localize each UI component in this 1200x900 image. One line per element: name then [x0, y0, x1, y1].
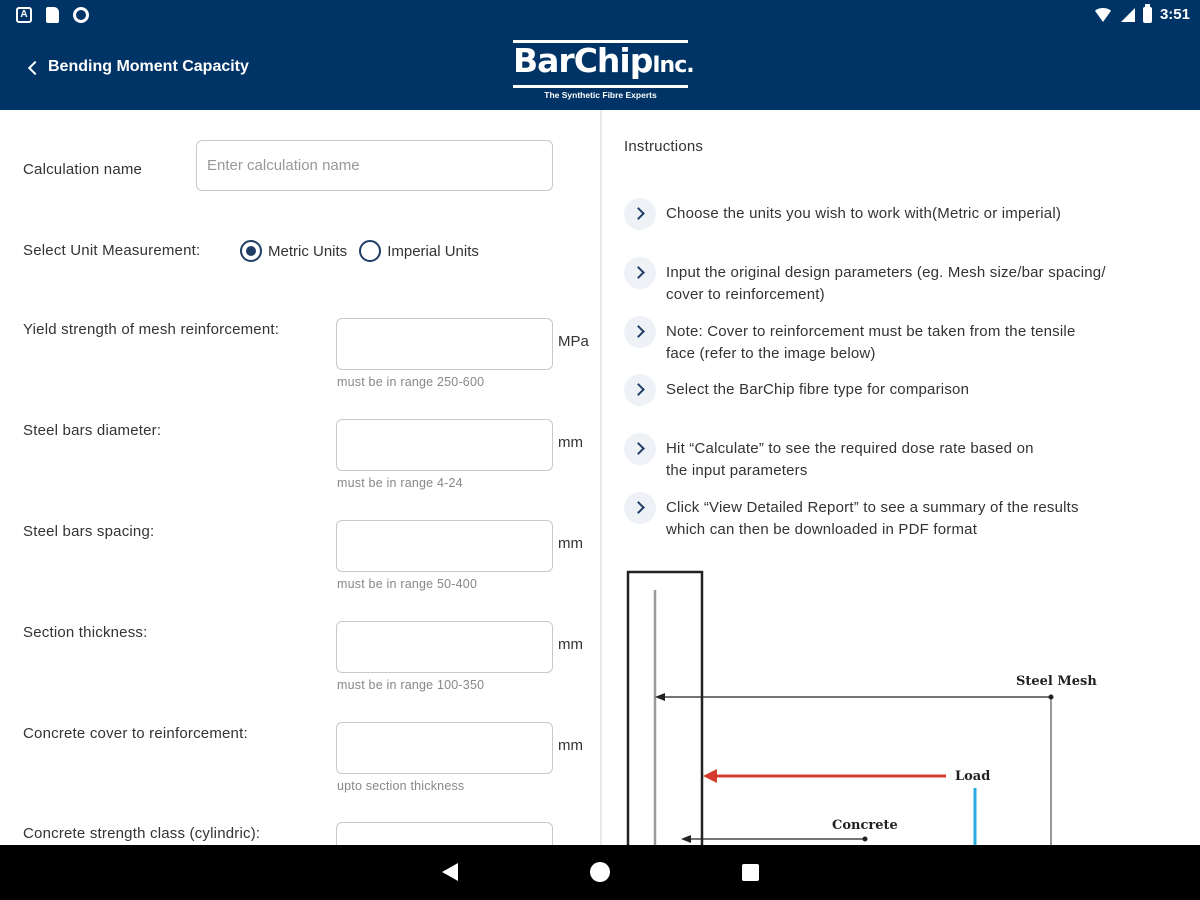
instruction-text: cover to reinforcement): [666, 286, 825, 303]
steel-mesh-arrowhead: [655, 693, 665, 701]
panel-divider: [600, 110, 602, 845]
bar-diameter-hint: must be in range 4-24: [337, 476, 463, 490]
concrete-cover-input[interactable]: [336, 722, 553, 774]
chevron-right-icon: [624, 374, 656, 406]
back-button[interactable]: [30, 58, 249, 76]
status-bar: [0, 0, 1200, 32]
yield-strength-label: Yield strength of mesh reinforcement:: [23, 321, 280, 338]
bar-diameter-input[interactable]: [336, 419, 553, 471]
instruction-text: the input parameters: [666, 462, 808, 479]
screen-title: Bending Moment Capacity: [48, 58, 249, 75]
sd-card-icon: [46, 7, 59, 23]
section-diagram: [603, 560, 1200, 845]
section-outline: [628, 572, 702, 845]
bar-diameter-label: Steel bars diameter:: [23, 422, 162, 439]
metric-units-label[interactable]: Metric Units: [268, 242, 348, 260]
bar-diameter-unit: mm: [558, 434, 583, 451]
concrete-cover-hint: upto section thickness: [337, 779, 465, 793]
instruction-text: which can then be downloaded in PDF format: [666, 521, 978, 538]
bar-spacing-label: Steel bars spacing:: [23, 523, 155, 540]
instructions-panel: [603, 110, 1200, 845]
yield-strength-hint: must be in range 250-600: [337, 375, 485, 389]
steel-mesh-dot: [1049, 695, 1054, 700]
chevron-left-icon: [28, 60, 42, 74]
app-header: [0, 32, 1200, 110]
instruction-item: [624, 492, 1194, 541]
section-thickness-label: Section thickness:: [23, 624, 148, 641]
bar-spacing-hint: must be in range 50-400: [337, 577, 478, 591]
instruction-text: Note: Cover to reinforcement must be taken from the tensile: [666, 323, 1076, 340]
instruction-text: face (refer to the image below): [666, 345, 876, 362]
instruction-item: [624, 374, 1194, 406]
instruction-item: [624, 198, 1194, 230]
logo-text: BarChip: [513, 41, 653, 80]
instruction-text: Hit “Calculate” to see the required dose rate based on: [666, 440, 1034, 457]
instruction-text: Select the BarChip fibre type for comparison: [666, 381, 970, 398]
chevron-right-icon: [624, 316, 656, 348]
instruction-item: [624, 433, 1194, 482]
instruction-text: Click “View Detailed Report” to see a summary of the results: [666, 499, 1079, 516]
concrete-label: Concrete: [832, 818, 898, 833]
concrete-strength-input[interactable]: [336, 822, 553, 845]
instructions-title: Instructions: [624, 138, 704, 155]
load-label: Load: [955, 769, 991, 784]
steel-mesh-label: Steel Mesh: [1016, 674, 1097, 689]
logo-suffix: Inc.: [652, 53, 694, 78]
status-time: 3:51: [1159, 6, 1190, 23]
chevron-right-icon: [624, 492, 656, 524]
bar-spacing-unit: mm: [558, 535, 583, 552]
chevron-right-icon: [624, 433, 656, 465]
logo-tagline: The Synthetic Fibre Experts: [544, 90, 657, 100]
concrete-dot: [863, 837, 868, 842]
concrete-cover-unit: mm: [558, 737, 583, 754]
a-icon: A: [16, 7, 32, 23]
calculation-form: [0, 110, 600, 845]
calc-name-label: Calculation name: [23, 161, 143, 178]
concrete-arrowhead: [681, 835, 691, 843]
barchip-logo: [513, 40, 694, 100]
calc-name-input[interactable]: [196, 140, 553, 191]
bar-spacing-input[interactable]: [336, 520, 553, 572]
units-radio-group: [240, 240, 485, 262]
imperial-units-label[interactable]: Imperial Units: [387, 242, 479, 260]
section-thickness-unit: mm: [558, 636, 583, 653]
section-thickness-hint: must be in range 100-350: [337, 678, 485, 692]
instruction-item: [624, 316, 1194, 365]
concrete-strength-label: Concrete strength class (cylindric):: [23, 825, 261, 842]
nav-recents-icon[interactable]: [742, 864, 759, 881]
concrete-cover-label: Concrete cover to reinforcement:: [23, 725, 248, 742]
load-arrowhead: [703, 769, 717, 783]
wifi-icon: [1093, 8, 1113, 22]
instruction-text: Choose the units you wish to work with(Metric or imperial): [666, 205, 1062, 222]
chevron-right-icon: [624, 198, 656, 230]
nav-back-icon[interactable]: [442, 863, 458, 881]
signal-icon: [1121, 8, 1135, 22]
instruction-item: [624, 257, 1194, 306]
navigation-bar: [0, 845, 1200, 900]
units-label: Select Unit Measurement:: [23, 242, 201, 259]
yield-strength-input[interactable]: [336, 318, 553, 370]
nav-home-icon[interactable]: [590, 862, 610, 882]
metric-units-radio[interactable]: [240, 240, 262, 262]
yield-strength-unit: MPa: [558, 333, 589, 350]
imperial-units-radio[interactable]: [359, 240, 381, 262]
battery-icon: [1143, 7, 1152, 23]
chevron-right-icon: [624, 257, 656, 289]
instruction-text: Input the original design parameters (eg. Mesh size/bar spacing/: [666, 264, 1106, 281]
sync-icon: [73, 7, 89, 23]
section-thickness-input[interactable]: [336, 621, 553, 673]
